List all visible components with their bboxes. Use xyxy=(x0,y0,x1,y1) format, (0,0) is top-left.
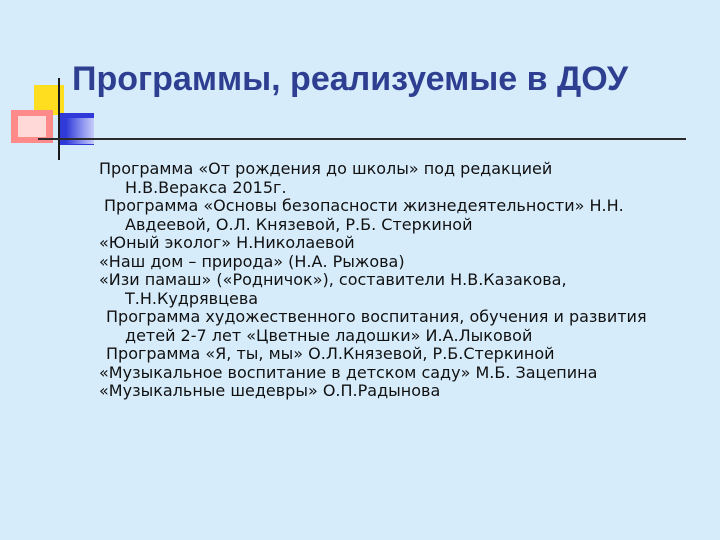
program-item-1-line1: Программа «От рождения до школы» под редакцией xyxy=(99,159,553,178)
program-item-3: «Юный эколог» Н.Николаевой xyxy=(99,233,355,252)
program-item-5-line2: Т.Н.Кудрявцева xyxy=(125,288,259,308)
program-item-6-line2: детей 2-7 лет «Цветные ладошки» И.А.Лыковой xyxy=(125,325,533,345)
program-item-9: «Музыкальные шедевры» О.П.Радынова xyxy=(99,381,441,400)
program-item-2-line2: Авдеевой, О.Л. Князевой, Р.Б. Стеркиной xyxy=(125,214,473,234)
program-list xyxy=(99,160,709,401)
program-item-8: «Музыкальное воспитание в детском саду» М.Б. Зацепина xyxy=(99,362,598,382)
program-item-6-line1: Программа художественного воспитания, обучения и развития xyxy=(106,307,647,326)
slide-title: Программы, реализуемые в ДОУ xyxy=(72,60,628,98)
decor-vertical-line xyxy=(58,78,60,160)
program-item-7: Программа «Я, ты, мы» О.Л.Князевой, Р.Б.Стеркиной xyxy=(106,344,555,363)
program-item-1-line2: Н.В.Веракса 2015г. xyxy=(125,177,287,197)
program-item-5-line1: «Изи памаш» («Родничок»), составители Н.В.Казакова, xyxy=(99,270,567,289)
decor-blue-square-gradient xyxy=(66,118,94,144)
program-item-2-line1: Программа «Основы безопасности жизнедеятельности» Н.Н. xyxy=(104,196,624,215)
program-item-4: «Наш дом – природа» (Н.А. Рыжова) xyxy=(99,251,405,271)
decor-horizontal-line xyxy=(38,138,686,140)
decor-pink-square-inner xyxy=(18,116,46,137)
